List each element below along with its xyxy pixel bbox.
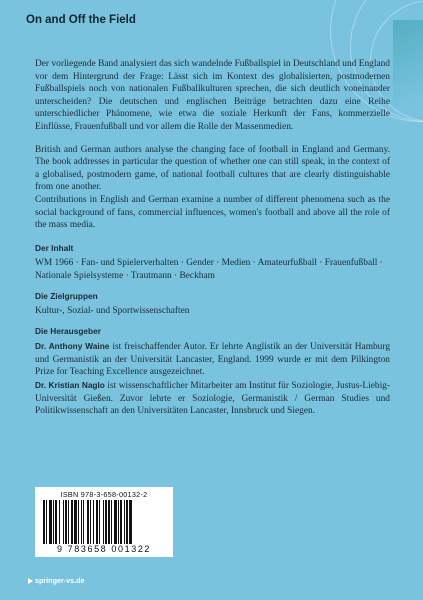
barcode-bar: [99, 500, 100, 544]
editor-2-bio: [35, 379, 390, 418]
barcode-bar: [49, 500, 52, 544]
isbn-barcode: [35, 487, 173, 557]
section-heading-herausgeber: Die Herausgeber: [35, 325, 101, 336]
barcode-bars: [43, 500, 165, 544]
barcode-bar: [124, 500, 125, 544]
section-heading-inhalt: Der Inhalt: [35, 242, 74, 253]
barcode-bar: [118, 500, 119, 544]
decorative-band: [393, 20, 423, 130]
barcode-bar: [114, 500, 117, 544]
arrow-icon: [28, 578, 33, 584]
barcode-bar: [105, 500, 107, 544]
book-title: On and Off the Field: [26, 14, 136, 26]
barcode-bar: [81, 500, 82, 544]
section-text-zielgruppen: Kultur-, Sozial- und Sportwissenschaften: [35, 306, 190, 317]
barcode-bar: [120, 500, 122, 544]
german-description: Der vorliegende Band analysiert das sich wandelnde Fußballspiel in Deutschland und England vor dem Hintergrund der Frage: Lässt sich im Kontext des globalisierten, postmodernen Fußballspiels noch von nationalen Fußballkulturen sprechen, die sich deutlich voneinander unterscheiden? Die deutschen und englischen Beiträge betrachten dazu eine Reihe unterschiedlicher Phänomene, wie etwa die soziale Herkunft der Fans, kommerzielle Einflüsse, Frauenfußball und vor allem die Rolle der Massenmedien.: [35, 59, 390, 132]
barcode-bar: [96, 500, 98, 544]
editor-2-text: ist wissenschaftlicher Mitarbeiter am Institut für Soziologie, Justus-Liebig-Universität Gießen. Zuvor lehrte er Soziologie, Germanistik / German Studies und Politikwissenschaft an den Universitäten Lancaster, Innsbruck und Siegen.: [35, 381, 390, 417]
english-description-2: Contributions in English and German examine a number of different phenomena such as the social background of fans, commercial influences, women's football and above all the role of the mass media.: [35, 194, 390, 231]
editor-1-text: ist freischaffender Autor. Er lehrte Anglistik an der Universität Hamburg und Germanistik an der Universität Lancaster, England. 1999 wurde er mit dem Pilkington Prize for Teaching Excellence ausgezeichnet.: [35, 342, 391, 378]
barcode-bar: [87, 500, 89, 544]
publisher-website[interactable]: springer-vs.de: [35, 576, 85, 585]
section-heading-zielgruppen: Die Zielgruppen: [35, 290, 98, 301]
barcode-bar: [68, 500, 69, 544]
barcode-bar: [59, 500, 60, 544]
barcode-bar: [46, 500, 47, 544]
barcode-bar: [103, 500, 104, 544]
barcode-digits: 9 783658 001322: [56, 544, 152, 554]
section-text-inhalt: WM 1966 · Fan- und Spielerverhalten · Gender · Medien · Amateurfußball · Frauenfußball · Nationale Spielsysteme · Trautmann · Beckham: [35, 258, 383, 281]
editor-1-bio: [35, 340, 390, 379]
barcode-bar: [93, 500, 94, 544]
barcode-bar: [83, 500, 84, 544]
barcode-bar: [78, 500, 79, 544]
barcode-bar: [90, 500, 91, 544]
barcode-bar: [108, 500, 110, 544]
barcode-bar: [55, 500, 57, 544]
barcode-bar: [129, 500, 132, 544]
isbn-label: ISBN 978-3-658-00132-2: [60, 490, 148, 499]
barcode-bar: [63, 500, 64, 544]
back-cover-text: [35, 58, 390, 418]
barcode-bar: [126, 500, 128, 544]
editor-2-name: Dr. Kristian Naglo: [35, 380, 105, 391]
barcode-bar: [111, 500, 112, 544]
barcode-bar: [53, 500, 54, 544]
barcode-bar: [43, 500, 45, 544]
barcode-bar: [74, 500, 77, 544]
editor-1-name: Dr. Anthony Waine: [35, 341, 110, 352]
barcode-bar: [71, 500, 73, 544]
barcode-bar: [65, 500, 67, 544]
english-description-1: British and German authors analyse the changing face of football in England and Germany. The book addresses in particular the question of whether one can still speak, in the context of a globalised, postmodern game, of national football cultures that are clearly distinguishable from one another.: [35, 144, 390, 193]
